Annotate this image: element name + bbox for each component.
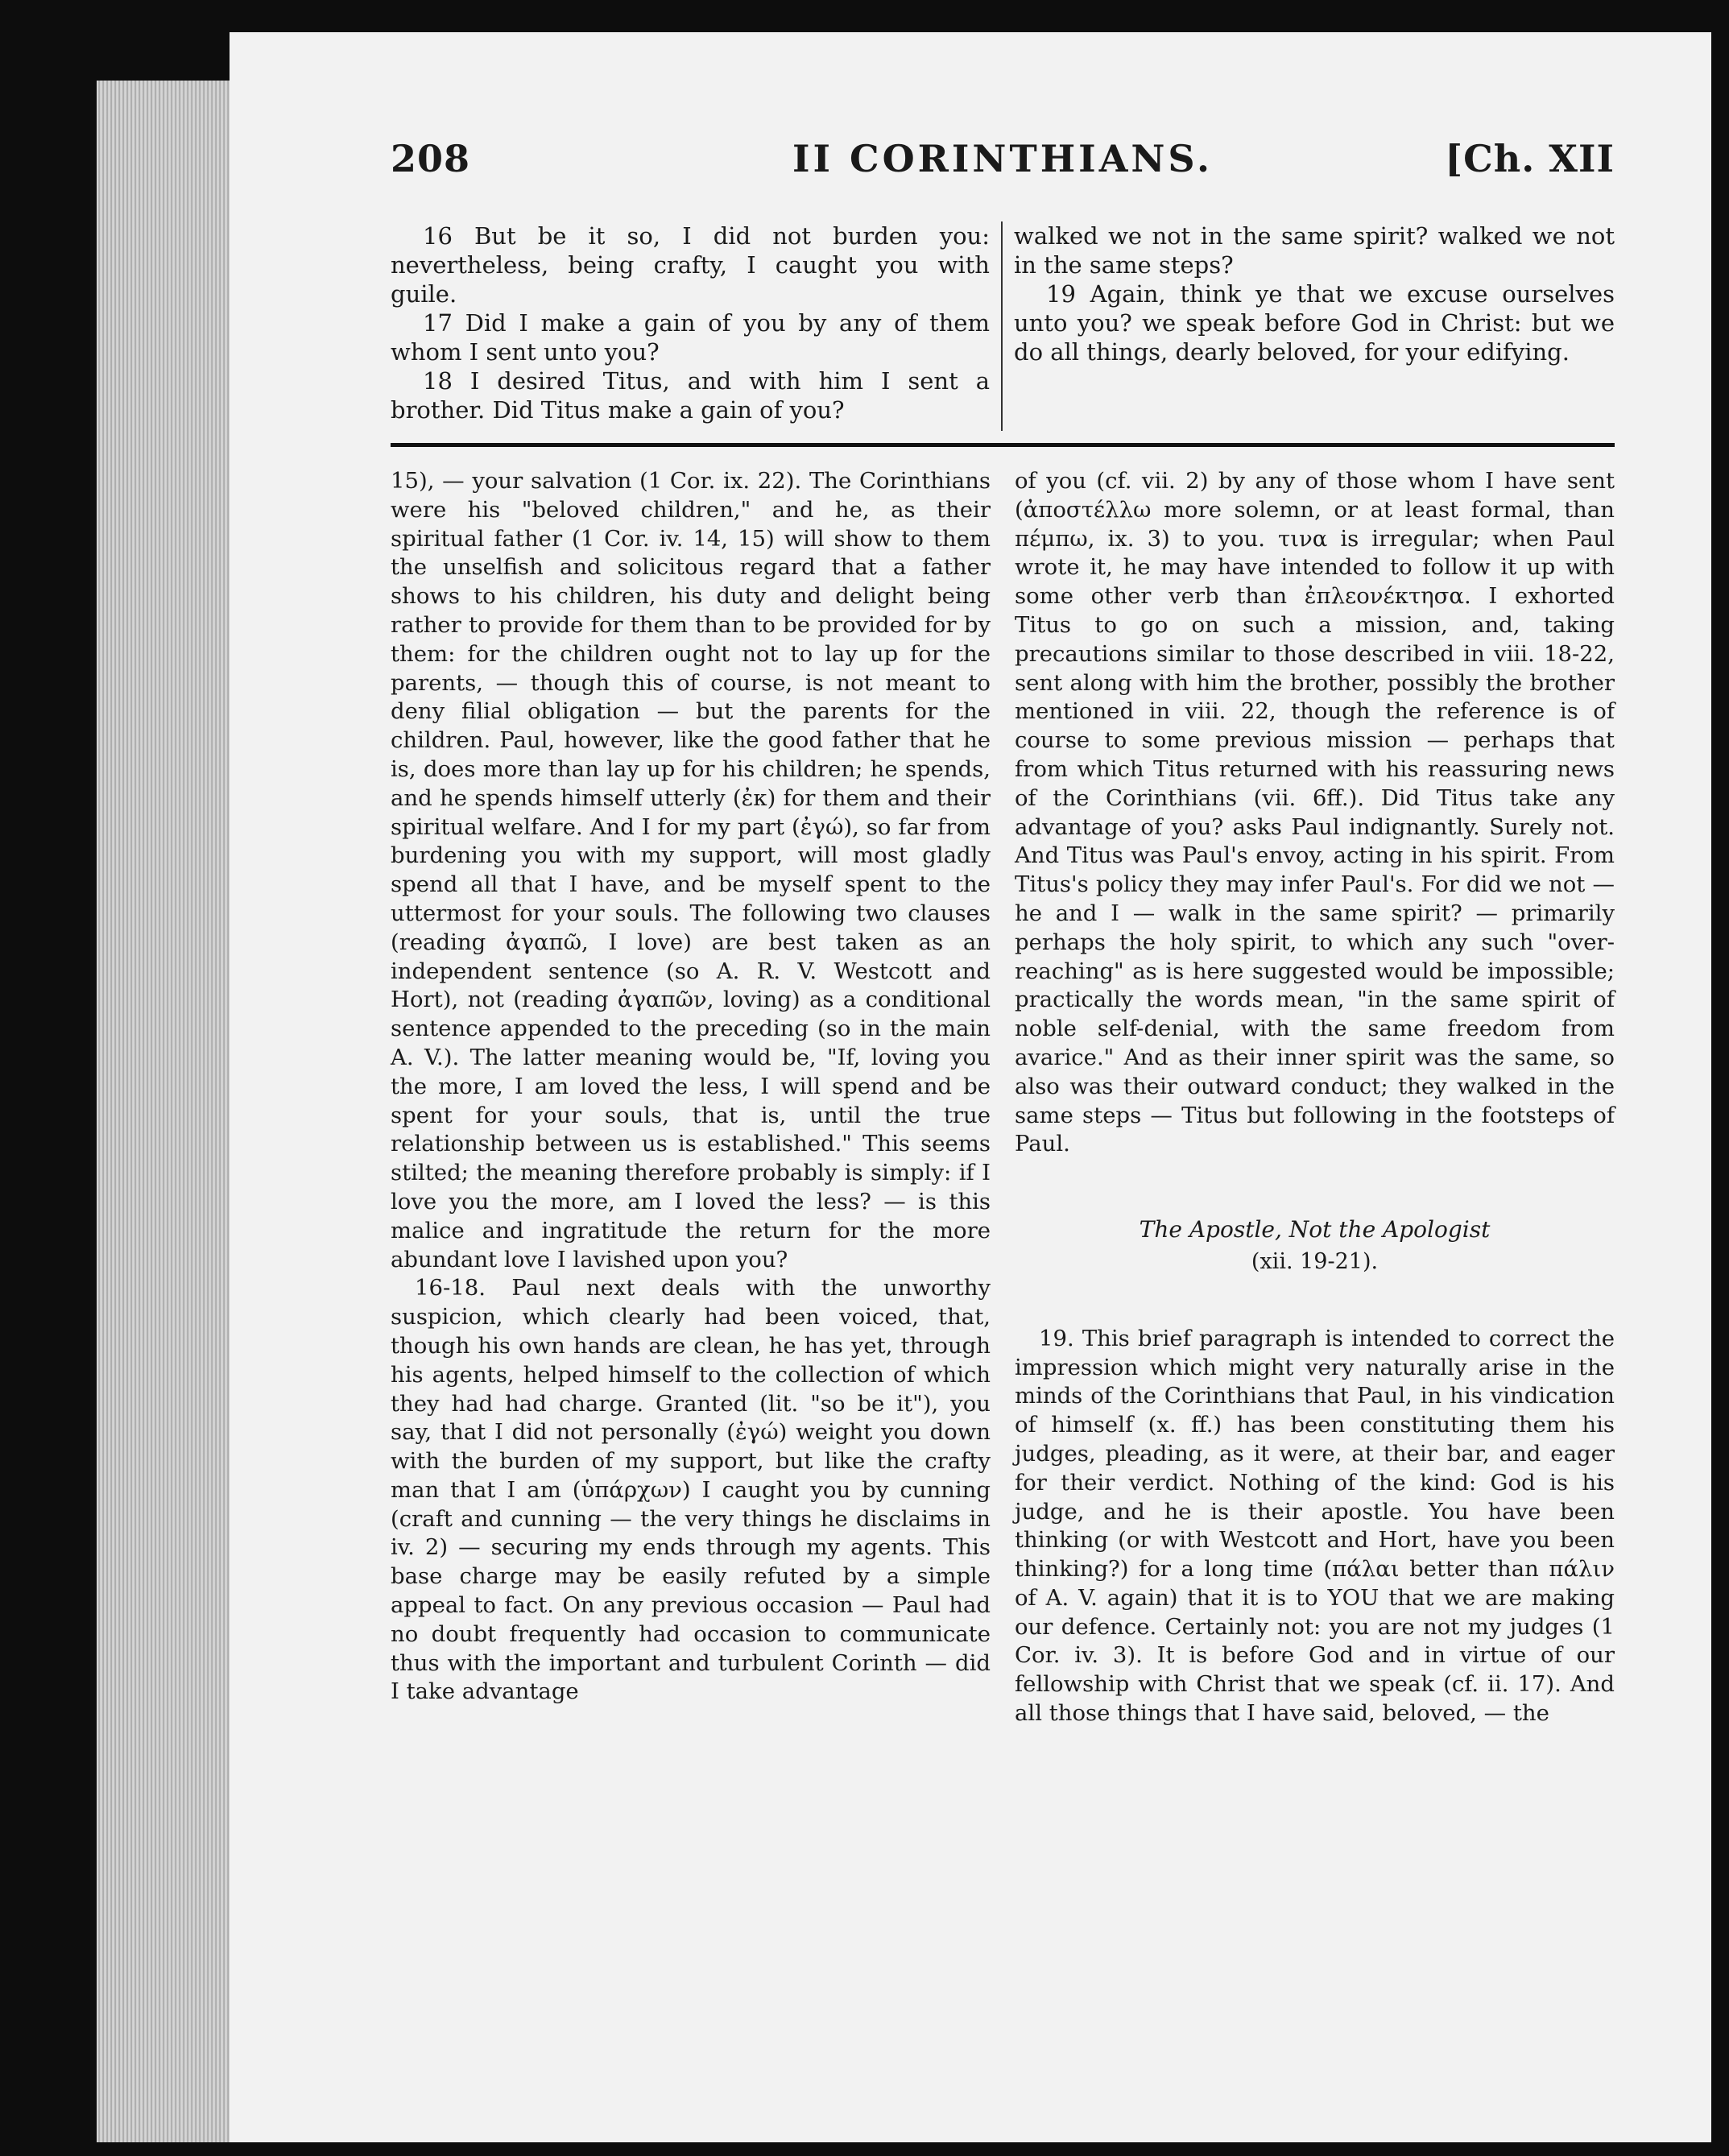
verse-18: 18 I desired Titus, and with him I sent a brother. Did Titus make a gain of you? — [391, 367, 990, 424]
verse-19: 19 Again, think ye that we excuse ourselves unto you? we speak before God in Christ: but we do all things, dearly beloved, for your edifying. — [1014, 280, 1615, 366]
commentary-text — [391, 467, 1615, 2118]
book-page — [230, 32, 1711, 2142]
page-number: 208 — [391, 137, 471, 180]
commentary-paragraph-16-18: 16-18. Paul next deals with the unworthy suspicion, which clearly had been voiced, that, though his own hands are clean, he has yet, through his agents, helped himself to the collection of which they had had charge. Granted (lit. "so be it"), you say, that I did not personally (ἐγώ) weight you down with the burden of my support, but like the crafty man that I am (ὑπάρχων) I caught you by cunning (craft and cunning — the very things he disclaims in iv. 2) — securing my ends through my agents. This base charge may be easily refuted by a simple appeal to fact. On any previous occasion — Paul had no doubt frequently had occasion to communicate thus with the important and turbulent Corinth — did I take advantage — [391, 1275, 991, 1705]
section-reference: (xii. 19-21). — [1251, 1248, 1379, 1274]
section-title: The Apostle, Not the Apologist — [1139, 1216, 1491, 1244]
verse-16: 16 But be it so, I did not burden you: nevertheless, being crafty, I caught you with guile. — [391, 222, 990, 308]
commentary-column-right — [1015, 467, 1615, 2118]
commentary-paragraph-continued: of you (cf. vii. 2) by any of those whom I have sent (ἀποστέλλω more solemn, or at least formal, than πέμπω, ix. 3) to you. τινα is irregular; when Paul wrote it, he may have intended to follow it up with some other verb than ἐπλεονέκτησα. I exhorted Titus to go on such a mission, and, taking precautions similar to those described in viii. 18-22, sent along with him the brother, possibly the brother mentioned in viii. 22, though the reference is of course to some previous mission — perhaps that from which Titus returned with his reassuring news of the Corinthians (vii. 6ff.). Did Titus take any advantage of you? asks Paul indignantly. Surely not. And Titus was Paul's envoy, acting in his spirit. From Titus's policy they may infer Paul's. For did we not — he and I — walk in the same spirit? — primarily perhaps the holy spirit, to which any such "over-reaching" as is here suggested would be impossible; practically the words mean, "in the same spirit of noble self-denial, with the same freedom from avarice." And as their inner spirit was the same, so also was their outward conduct; they walked in the same steps — Titus but following in the footsteps of Paul. — [1015, 468, 1615, 1157]
running-header — [391, 137, 1615, 201]
scripture-column-left — [391, 221, 1003, 431]
chapter-label: [Ch. XII — [1445, 137, 1615, 180]
verse-17: 17 Did I make a gain of you by any of them whom I sent unto you? — [391, 309, 990, 366]
scripture-column-right — [1003, 221, 1615, 431]
commentary-column-left — [391, 467, 991, 2118]
commentary-paragraph-19: 19. This brief paragraph is intended to correct the impression which might very naturally arise in the minds of the Corinthians that Paul, in his vindication of himself (x. ff.) has been constituting them his judges, pleading, as it were, at their bar, and eager for their verdict. Nothing of the kind: God is his judge, and he is their apostle. You have been thinking (or with Westcott and Hort, have you been thinking?) for a long time (πάλαι better than πάλιν of A. V. again) that it is to YOU that we are making our defence. Certainly not: you are not my judges (1 Cor. iv. 3). It is before God and in virtue of our fellowship with Christ that we speak (cf. ii. 17). And all those things that I have said, beloved, — the — [1015, 1325, 1615, 1727]
verse-18-continued: walked we not in the same spirit? walked we not in the same steps? — [1014, 222, 1615, 279]
book-title: II CORINTHIANS. — [792, 137, 1214, 180]
scripture-text — [391, 221, 1615, 431]
section-divider — [391, 443, 1615, 447]
commentary-paragraph-15: 15), — your salvation (1 Cor. ix. 22). The Corinthians were his "beloved children," and he, as their spiritual father (1 Cor. iv. 14, 15) will show to them the unselfish and solicitous regard that a father shows to his children, his duty and delight being rather to provide for them than to be provided for by them: for the children ought not to lay up for the parents, — though this of course, is not meant to deny filial obligation — but the parents for the children. Paul, however, like the good father that he is, does more than lay up for his children; he spends, and he spends himself utterly (ἐκ) for them and their spiritual welfare. And I for my part (ἐγώ), so far from burdening you with my support, will most gladly spend all that I have, and be myself spent to the uttermost for your souls. The following two clauses (reading ἀγαπῶ, I love) are best taken as an independent sentence (so A. R. V. Westcott and Hort), not (reading ἀγαπῶν, loving) as a conditional sentence appended to the preceding (so in the main A. V.). The latter meaning would be, "If, loving you the more, I am loved the less, I will spend and be spent for your souls, that is, until the true relationship between us is established." This seems stilted; the meaning therefore probably is simply: if I love you the more, am I loved the less? — is this malice and ingratitude the return for the more abundant love I lavished upon you? — [391, 468, 991, 1272]
book-page-edges — [97, 81, 234, 2142]
